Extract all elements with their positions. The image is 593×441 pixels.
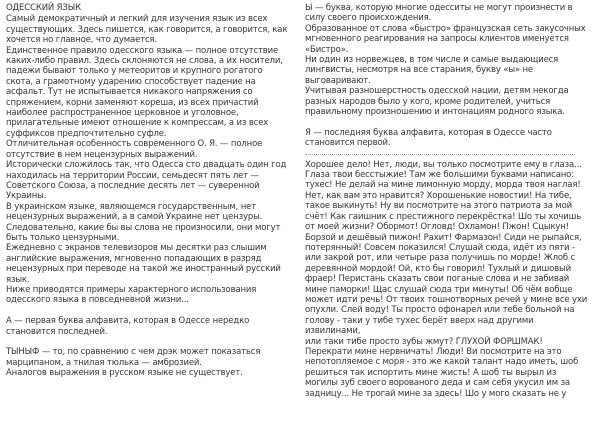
entry-tynyf: ТЫНЫФ — то, по сравнению с чем дрэк может показаться марципаном, а тнилая тюлька — амброзией. (6, 347, 261, 368)
examples-intro-paragraph: Ниже приводятся примеры характерного использования одесского языка в повседневной жизни... (6, 284, 257, 306)
entry-tynyf-note: Аналогов выражения в русском языке не существует. (6, 368, 243, 379)
diversity-paragraph: Учитывая разношерстность одесской нации, детям некогда разных народов было у кого, кроме родителей, учиться правильному произношению и интонациям родного языка. (305, 86, 569, 118)
rule-paragraph: Единственное правило одесского языка — полное отсутствие каких-либо правил. Здесь склоняются не слова, а их носители, падежи бывают только у метеоритов и крупного рогатого скота, а грамотному ударению способствует падение на асфальт. Тут не испытывается никакого напряжения со спряжением, корни заменяют кореша, из всех причастий наиболее распространенное церковное и уголовное, прилагательные имеют отношение к компрессам, а из всех суффиксов предпочтительно суфле. (6, 45, 283, 139)
ukrainian-paragraph: В украинском языке, являющемся государственным, нет нецензурных выражений, а в самой Украине нет цензуры. Следовательно, какие бы вы слова не произносили, они могут быть только цензурными. (6, 201, 281, 243)
spacer (6, 337, 292, 347)
entry-y: Ы — буква, которую многие одесситы не могут произнести в силу своего происхождения. (305, 3, 573, 24)
left-column (6, 3, 292, 379)
spacer (305, 117, 589, 127)
article-title: ОДЕССКИЙ ЯЗЫК (6, 3, 81, 13)
bistro-paragraph: Образованное от слова «быстро» французская сеть закусочных мгновенного реагирования на запросы клиентов именуется «Бистро». (305, 23, 586, 55)
right-column (305, 3, 589, 399)
intro-paragraph: Самый демократичный и легкий для изучения язык из всех существующих. Здесь пишется, как говорится, а говорится, как хочется но главное, что думается. (6, 14, 288, 46)
section-divider (305, 149, 575, 155)
history-paragraph: Исторически сложилось так, что Одесса сто двадцать один год находилась на территории России, семьдесят пять лет — Советского Союза, а последние десять лет — суверенной Украины. (6, 160, 287, 202)
norwegian-paragraph: Ни один из норвежцев, в том числе и самые выдающиеся лингвисты, несмотря на все старания, букву «ы» не выговаривают. (305, 55, 559, 86)
dialogue-text: Хорошее дело! Нет, люди, вы только посмотрите ему в глаза... Глаза твои бесстыжие! Там же большими буквами написано: тухес! Не делай на мине лимонную морду, морда твоя наглая! Нет, как вам это нравится? Хорошенькие новостии! На тибе, такое выкинуть! Ну ви посмотрите на этого патриота за мой счёт! Как гаишник с престижного перекрёстка! Шо ты хочишь от моей жизни? Обормот! Огловд! Охламон! Пжон! Сцыкун! Борзой и дешёвый пижон! Рахит! Фармазон! Сиди не рыпайся, потерянный! Совсем показился! Слушай сюда, идёт из пяти - или закрой рот, или четыре раза получишь по морде! Жлоб с деревянной мордой! Ой, кто бы говорил! Тухлый и дишовый фраер! Перистань сказать свои поганые слова и не забивай мине паморки! Щас слушай сюда три минуты! Об чём вобще может идти речь! От твоих тошнотворных речей у мине все ухи опухли. Слей воду! Ты просто офонарел или тебе больной на голову - таки у тибе тухес берёт вверх над другими извилинами, или таки тибе просто зубы жмут? ГЛУХОЙ ФОРШМАК! Перекрати мине нервничать! Люди! Ви посмотрите на это непотопляемое с моря - это же какой талант надо иметь, шоб решиться так испортить мине жисть! А шоб ты вырыл из могилы зуб своего ворованого деда и сам себя укусил им за задницу... Не трогай мине за здесь! Шо у мого сказать не у (305, 159, 588, 399)
entry-a: А — первая буква алфавита, которая в Одессе нередко становится последней. (6, 316, 250, 337)
spacer (6, 306, 292, 316)
feature-paragraph: Отличительная особенность современного О. Я. — полное отсутствие в нем нецензурных выражений. (6, 139, 263, 160)
tv-paragraph: Ежедневно с экранов телевизоров мы десятки раз слышим английские выражения, мгновенно попадающих в разряд нецензурных при переводе на такой же иностранный русский язык. (6, 243, 281, 285)
entry-ya: Я — последняя буква алфавита, которая в Одессе часто становится первой. (305, 127, 552, 149)
